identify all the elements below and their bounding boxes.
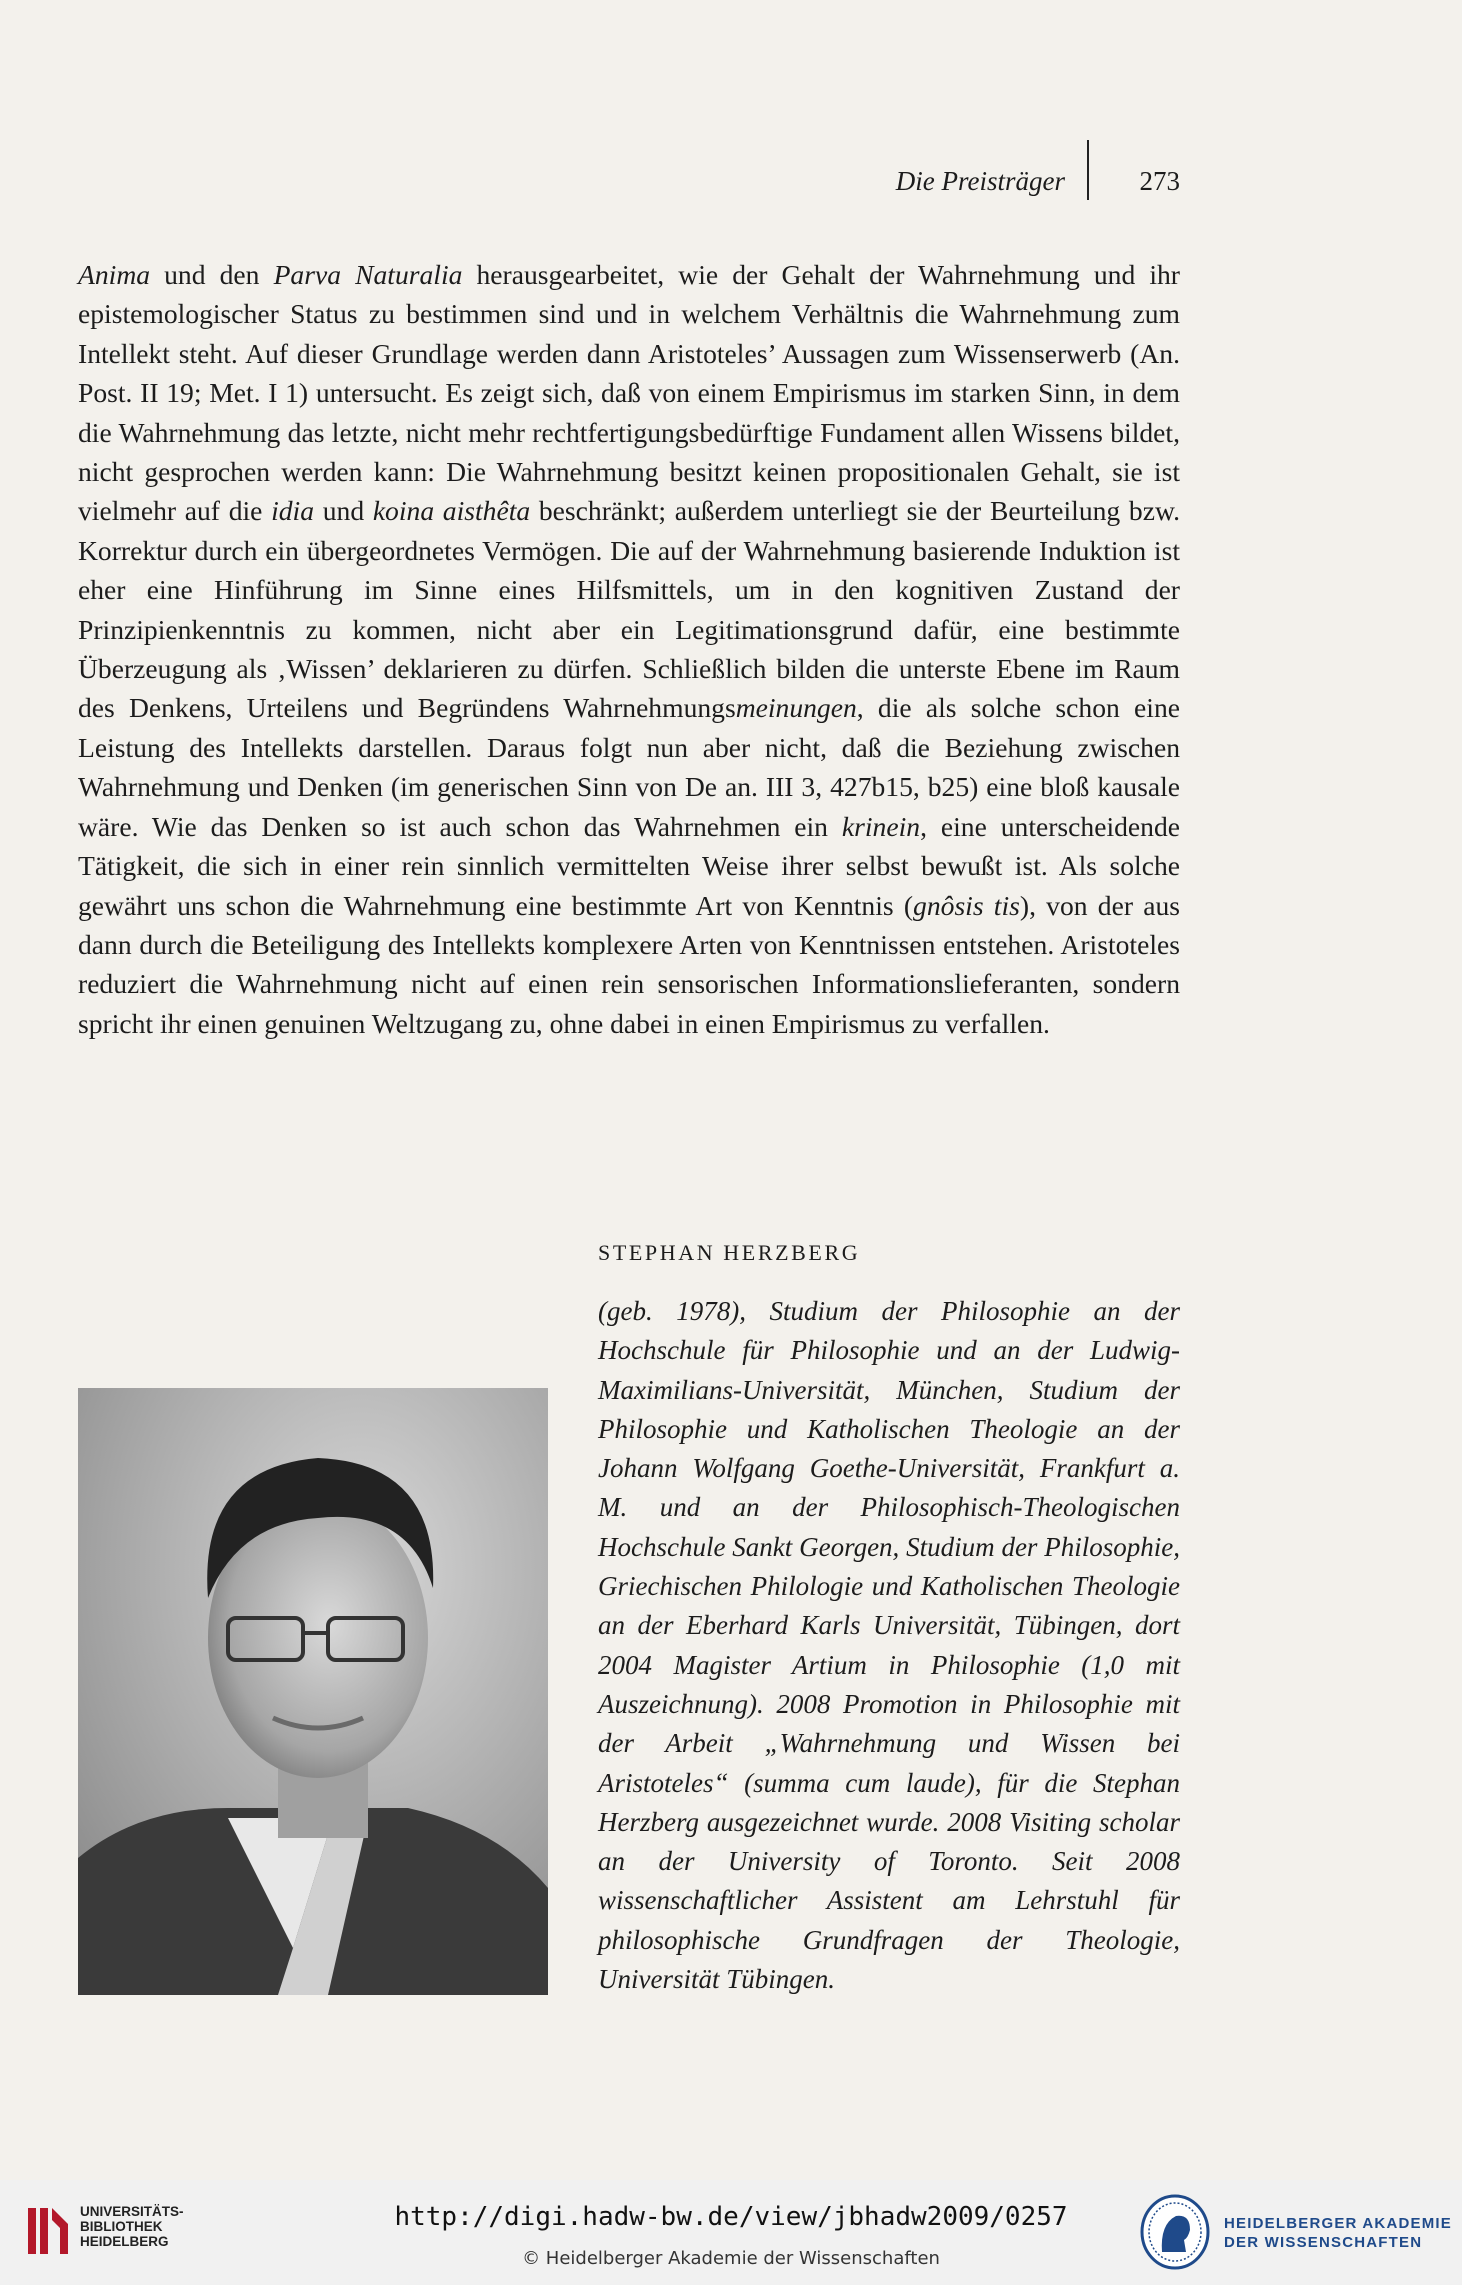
italic-term: gnôsis tis: [913, 889, 1020, 921]
italic-term: meinungen: [735, 692, 857, 724]
academy-logo-text: HEIDELBERGER AKADEMIE DER WISSENSCHAFTEN: [1224, 2215, 1452, 2251]
text-run: herausgearbeitet, wie der Gehalt der Wahrnehmung und ihr epistemologischer Status zu bestimmen sind und in welchem Verhältnis die Wahrnehmung zum Intellekt steht. Auf dieser Grundlage werden dann Aristoteles’ Aussagen zum Wissenserwerb (An. Post. II 19; Met. I 1) untersucht. Es zeigt sich, daß von einem Empirismus im starken Sinn, in dem die Wahrnehmung das letzte, nicht mehr rechtfertigungsbedürftige Fundament allen Wissens bildet, nicht gesprochen werden kann: Die Wahrnehmung besitzt keinen propositionalen Gehalt, sie ist vielmehr auf die: [78, 259, 1180, 527]
text-run: , die als solche schon eine Leistung des Intellekts darstellen. Daraus folgt nun aber nicht, daß die Beziehung zwischen Wahrnehmung und Denken (im generischen Sinn von De an. III 3, 427b15, b25) eine bloß kausale wäre. Wie das Denken so ist auch schon das Wahrnehmen ein: [78, 692, 1180, 842]
header-rule: [1087, 140, 1089, 200]
italic-term: krinein: [841, 810, 921, 842]
academy-logo[interactable]: [1140, 2194, 1452, 2270]
text-run: und den: [150, 259, 274, 290]
text-run: beschränkt; außerdem unterliegt sie der Beurteilung bzw. Korrektur durch ein übergeordnetes Vermögen. Die auf der Wahrnehmung basierende Induktion ist eher eine Hinführung im Sinne eines Hilfsmittels, um in den kognitiven Zustand der Prinzipienkenntnis zu kommen, nicht aber ein Legitimationsgrund dafür, eine bestimmte Überzeugung als ‚Wissen’ deklarieren zu dürfen. Schließlich bilden die unterste Ebene im Raum des Denkens, Urteilens und Begründens Wahrnehmungs: [78, 495, 1180, 724]
author-portrait: [78, 1388, 548, 1995]
page-number: 273: [1139, 166, 1180, 196]
permalink-url[interactable]: http://digi.hadw-bw.de/view/jbhadw2009/0257: [394, 2202, 1068, 2232]
italic-term: Anima: [78, 259, 151, 290]
running-head: [840, 162, 1180, 202]
digitization-footer: [0, 2180, 1462, 2285]
body-text: [78, 255, 1180, 1043]
text-run: , eine unterscheidende Tätigkeit, die sich in einer rein sinnlich vermittelten Weise ihrer selbst bewußt ist. Als solche gewährt uns schon die Wahrnehmung eine bestimmte Art von Kenntnis (: [78, 810, 1181, 921]
author-name: STEPHAN HERZBERG: [598, 1240, 861, 1265]
text-run: und: [314, 495, 373, 527]
text-run: ), von der aus dann durch die Beteiligung des Intellekts komplexere Arten von Kenntnissen entstehen. Aristoteles reduziert die Wahrnehmung nicht auf einen rein sensorischen Informationslieferanten, sondern spricht ihr einen genuinen Weltzugang zu, ohne dabei in einen Empirismus zu verfallen.: [78, 889, 1180, 1039]
italic-term: idia: [271, 495, 315, 527]
body-paragraph: [78, 255, 1180, 1043]
copyright-notice: © Heidelberger Akademie der Wissenschaften: [522, 2248, 940, 2269]
italic-term: Parva Naturalia: [273, 259, 463, 290]
italic-term: koina aisthêta: [372, 495, 531, 527]
author-biography: (geb. 1978), Studium der Philosophie an der Hochschule für Philosophie und an der Ludwig-Maximilians-Universität, München, Studium der Philosophie und Katholischen Theologie an der Johann Wolfgang Goethe-Universität, Frankfurt a. M. und an der Philosophisch-Theologischen Hochschule Sankt Georgen, Studium der Philosophie, Griechischen Philologie und Katholischen Theologie an der Eberhard Karls Universität, Tübingen, dort 2004 Magister Artium in Philosophie (1,0 mit Auszeichnung). 2008 Promotion in Philosophie mit der Arbeit „Wahrnehmung und Wissen bei Aristoteles“ (summa cum laude), für die Stephan Herzberg ausgezeichnet wurde. 2008 Visiting scholar an der University of Toronto. Seit 2008 wissenschaftlicher Assistent am Lehrstuhl für philosophische Grundfragen der Theologie, Universität Tübingen.: [598, 1296, 1180, 1995]
hadw-seal-portrait-icon: [1140, 2194, 1210, 2270]
running-title: Die Preisträger: [895, 166, 1065, 196]
library-logo-text: UNIVERSITÄTS- BIBLIOTHEK HEIDELBERG: [80, 2204, 184, 2249]
portrait-image: [78, 1388, 548, 1995]
